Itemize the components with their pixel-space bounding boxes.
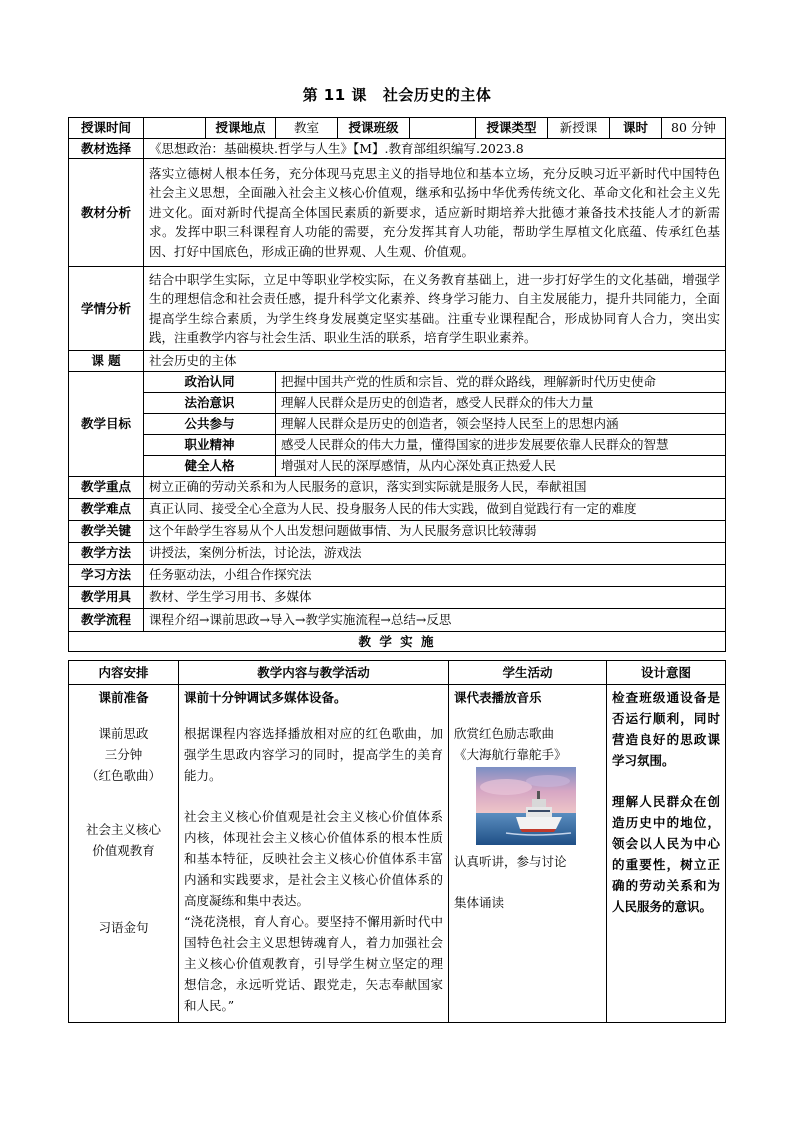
key-point-label: 教学重点 [69, 476, 144, 498]
values-item: 社会主义核心 [85, 822, 161, 837]
ideology-item: 课前思政 [98, 726, 149, 741]
design-prep: 检查班级通设备是否运行顺利，同时营造良好的思政课学习氛围。 [612, 690, 720, 768]
learners-row [69, 267, 726, 351]
goal-name: 法治意识 [144, 392, 276, 413]
goal-name: 政治认同 [144, 371, 276, 392]
learn-method-row [69, 564, 726, 586]
process-label: 教学流程 [69, 608, 144, 631]
lesson-topic: 社会历史的主体 [382, 86, 492, 104]
goal-text: 理解人民群众是历史的创造者，感受人民群众的伟大力量 [276, 392, 726, 413]
quotes-item: 习语金句 [98, 920, 149, 935]
difficulty-value: 真正认同、接受全心全意为人民、投身服务人民的伟大实践，做到自觉践行有一定的难度 [144, 498, 726, 520]
info-row [69, 118, 726, 139]
goal-row [69, 371, 726, 392]
lesson-number: 第 11 课 [302, 86, 367, 104]
topic-value: 社会历史的主体 [144, 351, 726, 372]
learn-method-label: 学习方法 [69, 564, 144, 586]
teach-method-row [69, 542, 726, 564]
process-value: 课程介绍→课前思政→导入→教学实施流程→总结→反思 [144, 608, 726, 631]
arrangement-cell [69, 685, 179, 1023]
teach-method-value: 讲授法，案例分析法，讨论法，游戏法 [144, 542, 726, 564]
header-content: 教学内容与教学活动 [179, 661, 449, 685]
content-cell [179, 685, 449, 1023]
student-listen: 认真听讲，参与讨论 [454, 854, 567, 869]
implementation-body-row [69, 685, 726, 1023]
teach-method-label: 教学方法 [69, 542, 144, 564]
hours-value: 80 分钟 [662, 118, 726, 139]
textbook-row [69, 138, 726, 159]
difficulty-row [69, 498, 726, 520]
goal-name: 健全人格 [144, 455, 276, 476]
goal-text: 把握中国共产党的性质和宗旨、党的群众路线，理解新时代历史使命 [276, 371, 726, 392]
place-label: 授课地点 [206, 118, 276, 139]
goal-name: 职业精神 [144, 434, 276, 455]
difficulty-label: 教学难点 [69, 498, 144, 520]
ideology-item-note: （红色歌曲） [85, 768, 161, 783]
analysis-row [69, 159, 726, 267]
content-quote: “浇花浇根，育人育心。要坚持不懈用新时代中国特色社会主义思想铸魂育人，着力加强社会主义核心价值观教育，引导学生树立坚定的理想信念，永远听党话、跟党走，矢志奉献国家和人民。” [184, 914, 443, 1013]
ship-image [476, 767, 576, 845]
implementation-heading: 教 学 实 施 [69, 631, 726, 652]
goals-label: 教学目标 [69, 371, 144, 476]
time-label: 授课时间 [69, 118, 144, 139]
student-recite: 集体诵读 [454, 895, 505, 910]
topic-row [69, 351, 726, 372]
implementation-heading-row [69, 631, 726, 652]
prep-item: 课前准备 [98, 690, 149, 705]
tools-value: 教材、学生学习用书、多媒体 [144, 586, 726, 608]
type-label: 授课类型 [476, 118, 548, 139]
content-values: 社会主义核心价值观是社会主义核心价值体系内核，体现社会主义核心价值体系的根本性质和基本特征，反映社会主义核心价值体系丰富内涵和实践要求，是社会主义核心价值体系的高度凝练和集中表达。 [184, 809, 443, 908]
goal-row [69, 413, 726, 434]
header-arrangement: 内容安排 [69, 661, 179, 685]
content-prep: 课前十分钟调试多媒体设备。 [184, 690, 347, 705]
key-point-value: 树立正确的劳动关系和为人民服务的意识，落实到实际就是服务人民，奉献祖国 [144, 476, 726, 498]
textbook-value: 《思想政治：基础模块.哲学与人生》【M】.教育部组织编写.2023.8 [144, 138, 726, 159]
design-cell [607, 685, 726, 1023]
design-values: 理解人民群众在创造历史中的地位，领会以人民为中心的重要性，树立正确的劳动关系和为人民服务的意识。 [612, 794, 720, 914]
textbook-label: 教材选择 [69, 138, 144, 159]
goal-row [69, 392, 726, 413]
key-issue-label: 教学关键 [69, 520, 144, 542]
class-value [410, 118, 476, 139]
goal-text: 理解人民群众是历史的创造者，领会坚持人民至上的思想内涵 [276, 413, 726, 434]
goal-row [69, 455, 726, 476]
student-song-title: 《大海航行靠舵手》 [454, 747, 567, 762]
learn-method-value: 任务驱动法，小组合作探究法 [144, 564, 726, 586]
values-item-2: 价值观教育 [92, 843, 155, 858]
implementation-table [68, 660, 726, 1023]
page-title [0, 84, 794, 105]
key-issue-value: 这个年龄学生容易从个人出发想问题做事情、为人民服务意识比较薄弱 [144, 520, 726, 542]
analysis-label: 教材分析 [69, 159, 144, 267]
learners-label: 学情分析 [69, 267, 144, 351]
goal-text: 增强对人民的深厚感情，从内心深处真正热爱人民 [276, 455, 726, 476]
process-row [69, 608, 726, 631]
tools-label: 教学用具 [69, 586, 144, 608]
header-design: 设计意图 [607, 661, 726, 685]
implementation-header-row [69, 661, 726, 685]
tools-row [69, 586, 726, 608]
goal-name: 公共参与 [144, 413, 276, 434]
topic-label: 课 题 [69, 351, 144, 372]
goal-text: 感受人民群众的伟大力量，懂得国家的进步发展要依靠人民群众的智慧 [276, 434, 726, 455]
key-issue-row [69, 520, 726, 542]
analysis-value: 落实立德树人根本任务，充分体现马克思主义的指导地位和基本立场，充分反映习近平新时代中国特色社会主义思想，全面融入社会主义核心价值观，继承和弘扬中华优秀传统文化、革命文化和社会主义先进文化。面对新时代提高全体国民素质的新要求，适应新时期培养大批德才兼备技术技能人才的新需求。发挥中职三科课程育人功能的需要，充分发挥其育人功能，帮助学生厚植文化底蕴、传承红色基因、打好中国底色，形成正确的世界观、人生观、价值观。 [144, 159, 726, 267]
goal-row [69, 434, 726, 455]
header-student: 学生活动 [449, 661, 607, 685]
class-label: 授课班级 [338, 118, 410, 139]
content-ideology: 根据课程内容选择播放相对应的红色歌曲，加强学生思政内容学习的同时，提高学生的美育能力。 [184, 726, 443, 783]
hours-label: 课时 [610, 118, 662, 139]
student-music: 课代表播放音乐 [454, 690, 542, 705]
student-cell [449, 685, 607, 1023]
learners-value: 结合中职学生实际，立足中等职业学校实际，在义务教育基础上，进一步打好学生的文化基础，增强学生的理想信念和社会责任感，提升科学文化素养、终身学习能力、自主发展能力，提升共同能力，全面提高学生综合素质，为学生终身发展奠定坚实基础。注重专业课程配合，形成协同育人合力，突出实践，注重教学内容与社会生活、职业生活的联系，培育学生职业素养。 [144, 267, 726, 351]
type-value: 新授课 [548, 118, 610, 139]
key-point-row [69, 476, 726, 498]
time-value [144, 118, 206, 139]
student-song-intro: 欣赏红色励志歌曲 [454, 726, 555, 741]
ideology-item-duration: 三分钟 [104, 747, 143, 762]
lesson-plan-table [68, 117, 726, 652]
place-value: 教室 [276, 118, 338, 139]
